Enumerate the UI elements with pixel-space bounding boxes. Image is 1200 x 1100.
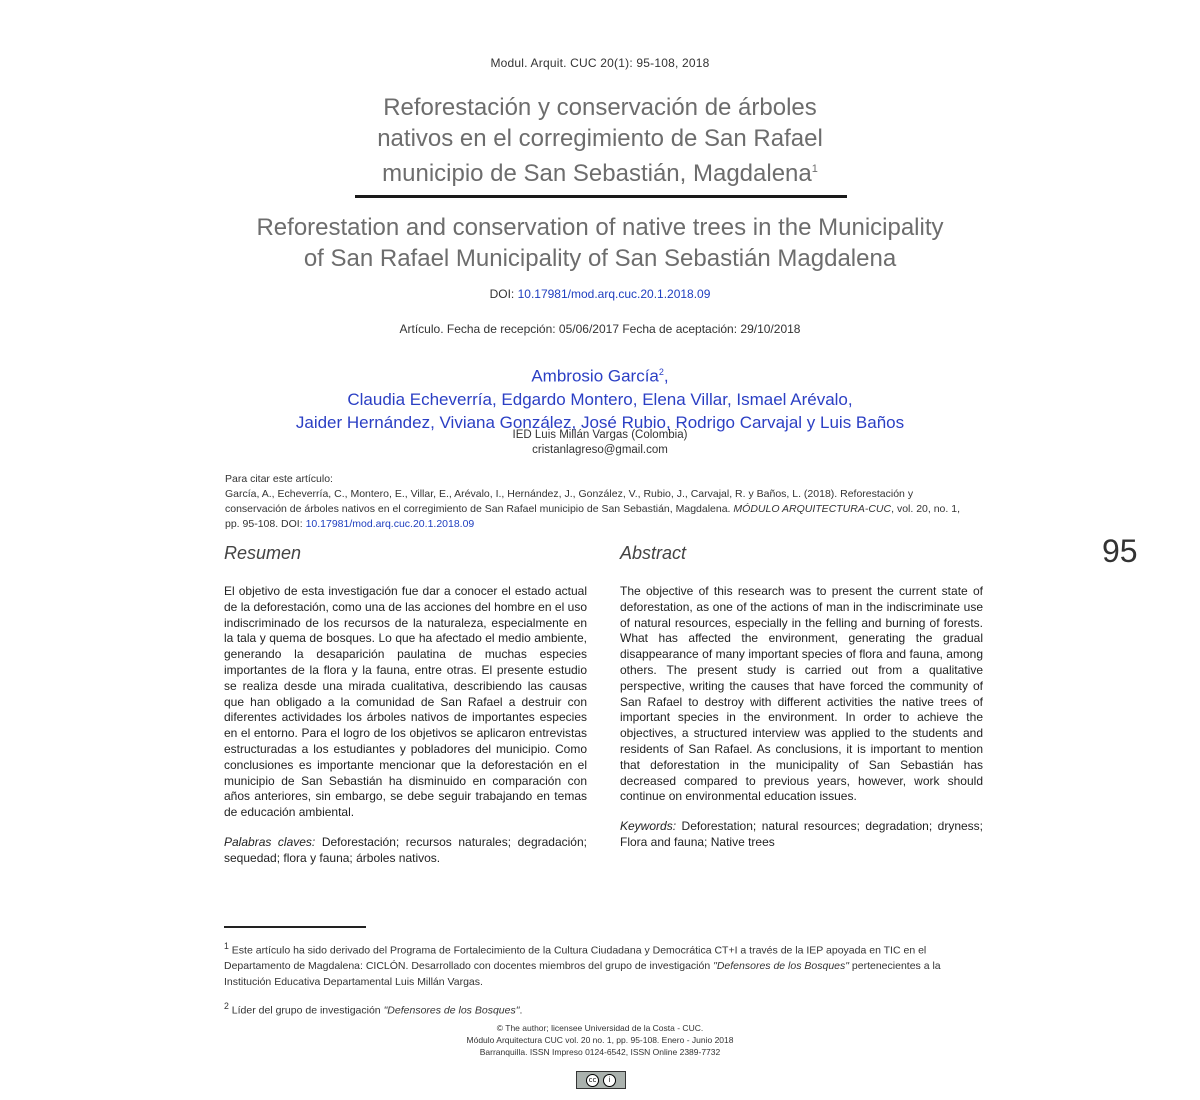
citation-block	[225, 472, 977, 532]
title-spanish	[0, 92, 1200, 189]
citation-heading: Para citar este artículo:	[225, 473, 333, 485]
footnote-2	[224, 999, 977, 1019]
footnotes	[224, 939, 977, 1028]
footnote-2-text: Líder del grupo de investigación	[231, 1004, 381, 1017]
abstract-heading: Abstract	[620, 543, 687, 563]
title-footnote-mark: 1	[811, 163, 818, 175]
footnote-2-mark: 2	[224, 1001, 229, 1011]
page-number: 95	[1102, 533, 1138, 569]
resumen-keywords-text: Deforestación; recursos naturales; degradación; sequedad; flora y fauna; árboles nativos.	[224, 834, 587, 865]
title-es-line-3-text: municipio de San Sebastián, Magdalena	[382, 160, 812, 187]
resumen-heading: Resumen	[224, 543, 302, 563]
footnote-1-tail: pertenecientes a la Institución Educativa Departamental Luis Millán Vargas.	[224, 960, 941, 988]
lead-author-suffix: ,	[663, 366, 669, 386]
lead-author: Ambrosio García	[531, 366, 659, 386]
affiliation	[0, 428, 1200, 458]
title-english	[0, 212, 1200, 274]
abstract-keywords	[620, 819, 983, 851]
citation-text: García, A., Echeverría, C., Montero, E., Villar, E., Arévalo, I., Hernández, J., González, V., Rubio, J., Carvajal, R. y Baños, L. (2018). Reforestación y conservación de árboles nativos en el corregimiento de San Rafael municipio de San Sebastián, Magdalena.	[225, 488, 914, 515]
abstract-section	[620, 543, 983, 851]
citation-journal: MÓDULO ARQUITECTURA-CUC	[733, 503, 892, 515]
abstract-body: The objective of this research was to present the current state of deforestation, as one of the actions of man in the indiscriminate use of natural resources, especially in the felling and burning of forests. What has affected the environment, generating the gradual disappearance of many important species of flora and fauna, among others. The present study is carried out from a qualitative perspective, writing the causes that have forced the community of San Rafael to destroy with different activities the native trees of important species in the environment. In order to achieve the objectives, a structured interview was applied to the students and residents of San Rafael. As conclusions, it is important to mention that deforestation in the municipality of San Sebastián has decreased compared to previous years, however, work should continue on environmental education issues.	[620, 584, 983, 804]
footnote-1-text: Este artículo ha sido derivado del Programa de Fortalecimiento de la Cultura Ciudadana y Democrática CT+I a través de la IEP apoyada en TIC en el Departamento de Magdalena: CICLÓN. Desarrollado con docentes miembros del grupo de investigación	[224, 944, 927, 972]
contact-email: cristanlagreso@gmail.com	[532, 444, 668, 456]
footnote-2-group: "Defensores de los Bosques"	[383, 1004, 520, 1017]
abstract-keywords-label: Keywords:	[620, 819, 677, 834]
title-es-line-2: nativos en el corregimiento de San Rafael	[377, 125, 823, 152]
footnote-2-tail: .	[519, 1004, 523, 1017]
resumen-section	[224, 543, 587, 867]
author-line-3: Jaider Hernández, Viviana González, José Rubio, Rodrigo Carvajal y Luis Baños	[295, 412, 905, 432]
journal-reference: Modul. Arquit. CUC 20(1): 95-108, 2018	[490, 56, 710, 70]
title-en-line-1: Reforestation and conservation of native trees in the Municipality	[256, 214, 944, 241]
author-list	[0, 361, 1200, 434]
copyright-line-3: Barranquilla. ISSN Impreso 0124-6542, ISSN Online 2389-7732	[479, 1047, 721, 1057]
title-divider	[355, 195, 847, 198]
footnote-1-group: "Defensores de los Bosques"	[713, 960, 849, 972]
copyright-line-2: Módulo Arquitectura CUC vol. 20 no. 1, pp. 95-108. Enero - Junio 2018	[466, 1035, 734, 1045]
article-dates: Artículo. Fecha de recepción: 05/06/2017 Fecha de aceptación: 29/10/2018	[399, 322, 801, 336]
attribution-icon: i	[603, 1074, 616, 1087]
author-line-1	[0, 361, 1200, 388]
title-en-line-2: of San Rafael Municipality of San Sebastián Magdalena	[303, 245, 897, 272]
author-footnote-mark: 2	[658, 367, 664, 377]
resumen-keywords-label: Palabras claves:	[224, 834, 316, 849]
institution: IED Luis Millán Vargas (Colombia)	[512, 429, 688, 441]
title-es-line-1: Reforestación y conservación de árboles	[383, 94, 817, 121]
citation-volume: , vol. 20, no. 1, pp. 95-108. DOI:	[225, 503, 960, 530]
author-line-2: Claudia Echeverría, Edgardo Montero, Elena Villar, Ismael Arévalo,	[347, 389, 853, 409]
resumen-keywords	[224, 835, 587, 867]
resumen-body: El objetivo de esta investigación fue dar a conocer el estado actual de la deforestación, como una de las acciones del hombre en el uso indiscriminado de los recursos de la naturaleza, especialmente en la tala y quema de bosques. Lo que ha afectado el medio ambiente, generando la desaparición paulatina de muchas especies importantes de la flora y la fauna, entre otras. El presente estudio se realiza desde una mirada cualitativa, describiendo las causas que han obligado a la comunidad de San Rafael a destruir con diferentes actividades los árboles nativos de importantes especies en el entorno. Para el logro de los objetivos se aplicaron entrevistas estructuradas a los estudiantes y pobladores del municipio. Como conclusiones es importante mencionar que la deforestación en el municipio de San Sebastián ha disminuido en comparación con años anteriores, sin embargo, se debe seguir trabajando en temas de educación ambiental.	[224, 584, 587, 820]
citation-doi-link[interactable]: 10.17981/mod.arq.cuc.20.1.2018.09	[305, 518, 475, 530]
copyright-line-1: © The author; licensee Universidad de la Costa - CUC.	[496, 1023, 704, 1033]
doi-link[interactable]: 10.17981/mod.arq.cuc.20.1.2018.09	[517, 287, 711, 301]
footnote-divider	[224, 926, 366, 928]
creative-commons-badge[interactable]	[576, 1071, 626, 1089]
title-es-line-3	[0, 154, 1200, 189]
copyright-block	[0, 1022, 1200, 1058]
doi-line	[0, 287, 1200, 301]
footnote-1	[224, 939, 977, 990]
cc-icon: cc	[586, 1074, 599, 1087]
abstract-keywords-text: Deforestation; natural resources; degradation; dryness; Flora and fauna; Native trees	[620, 819, 983, 849]
footnote-1-mark: 1	[224, 941, 229, 951]
doi-label: DOI:	[489, 287, 515, 301]
